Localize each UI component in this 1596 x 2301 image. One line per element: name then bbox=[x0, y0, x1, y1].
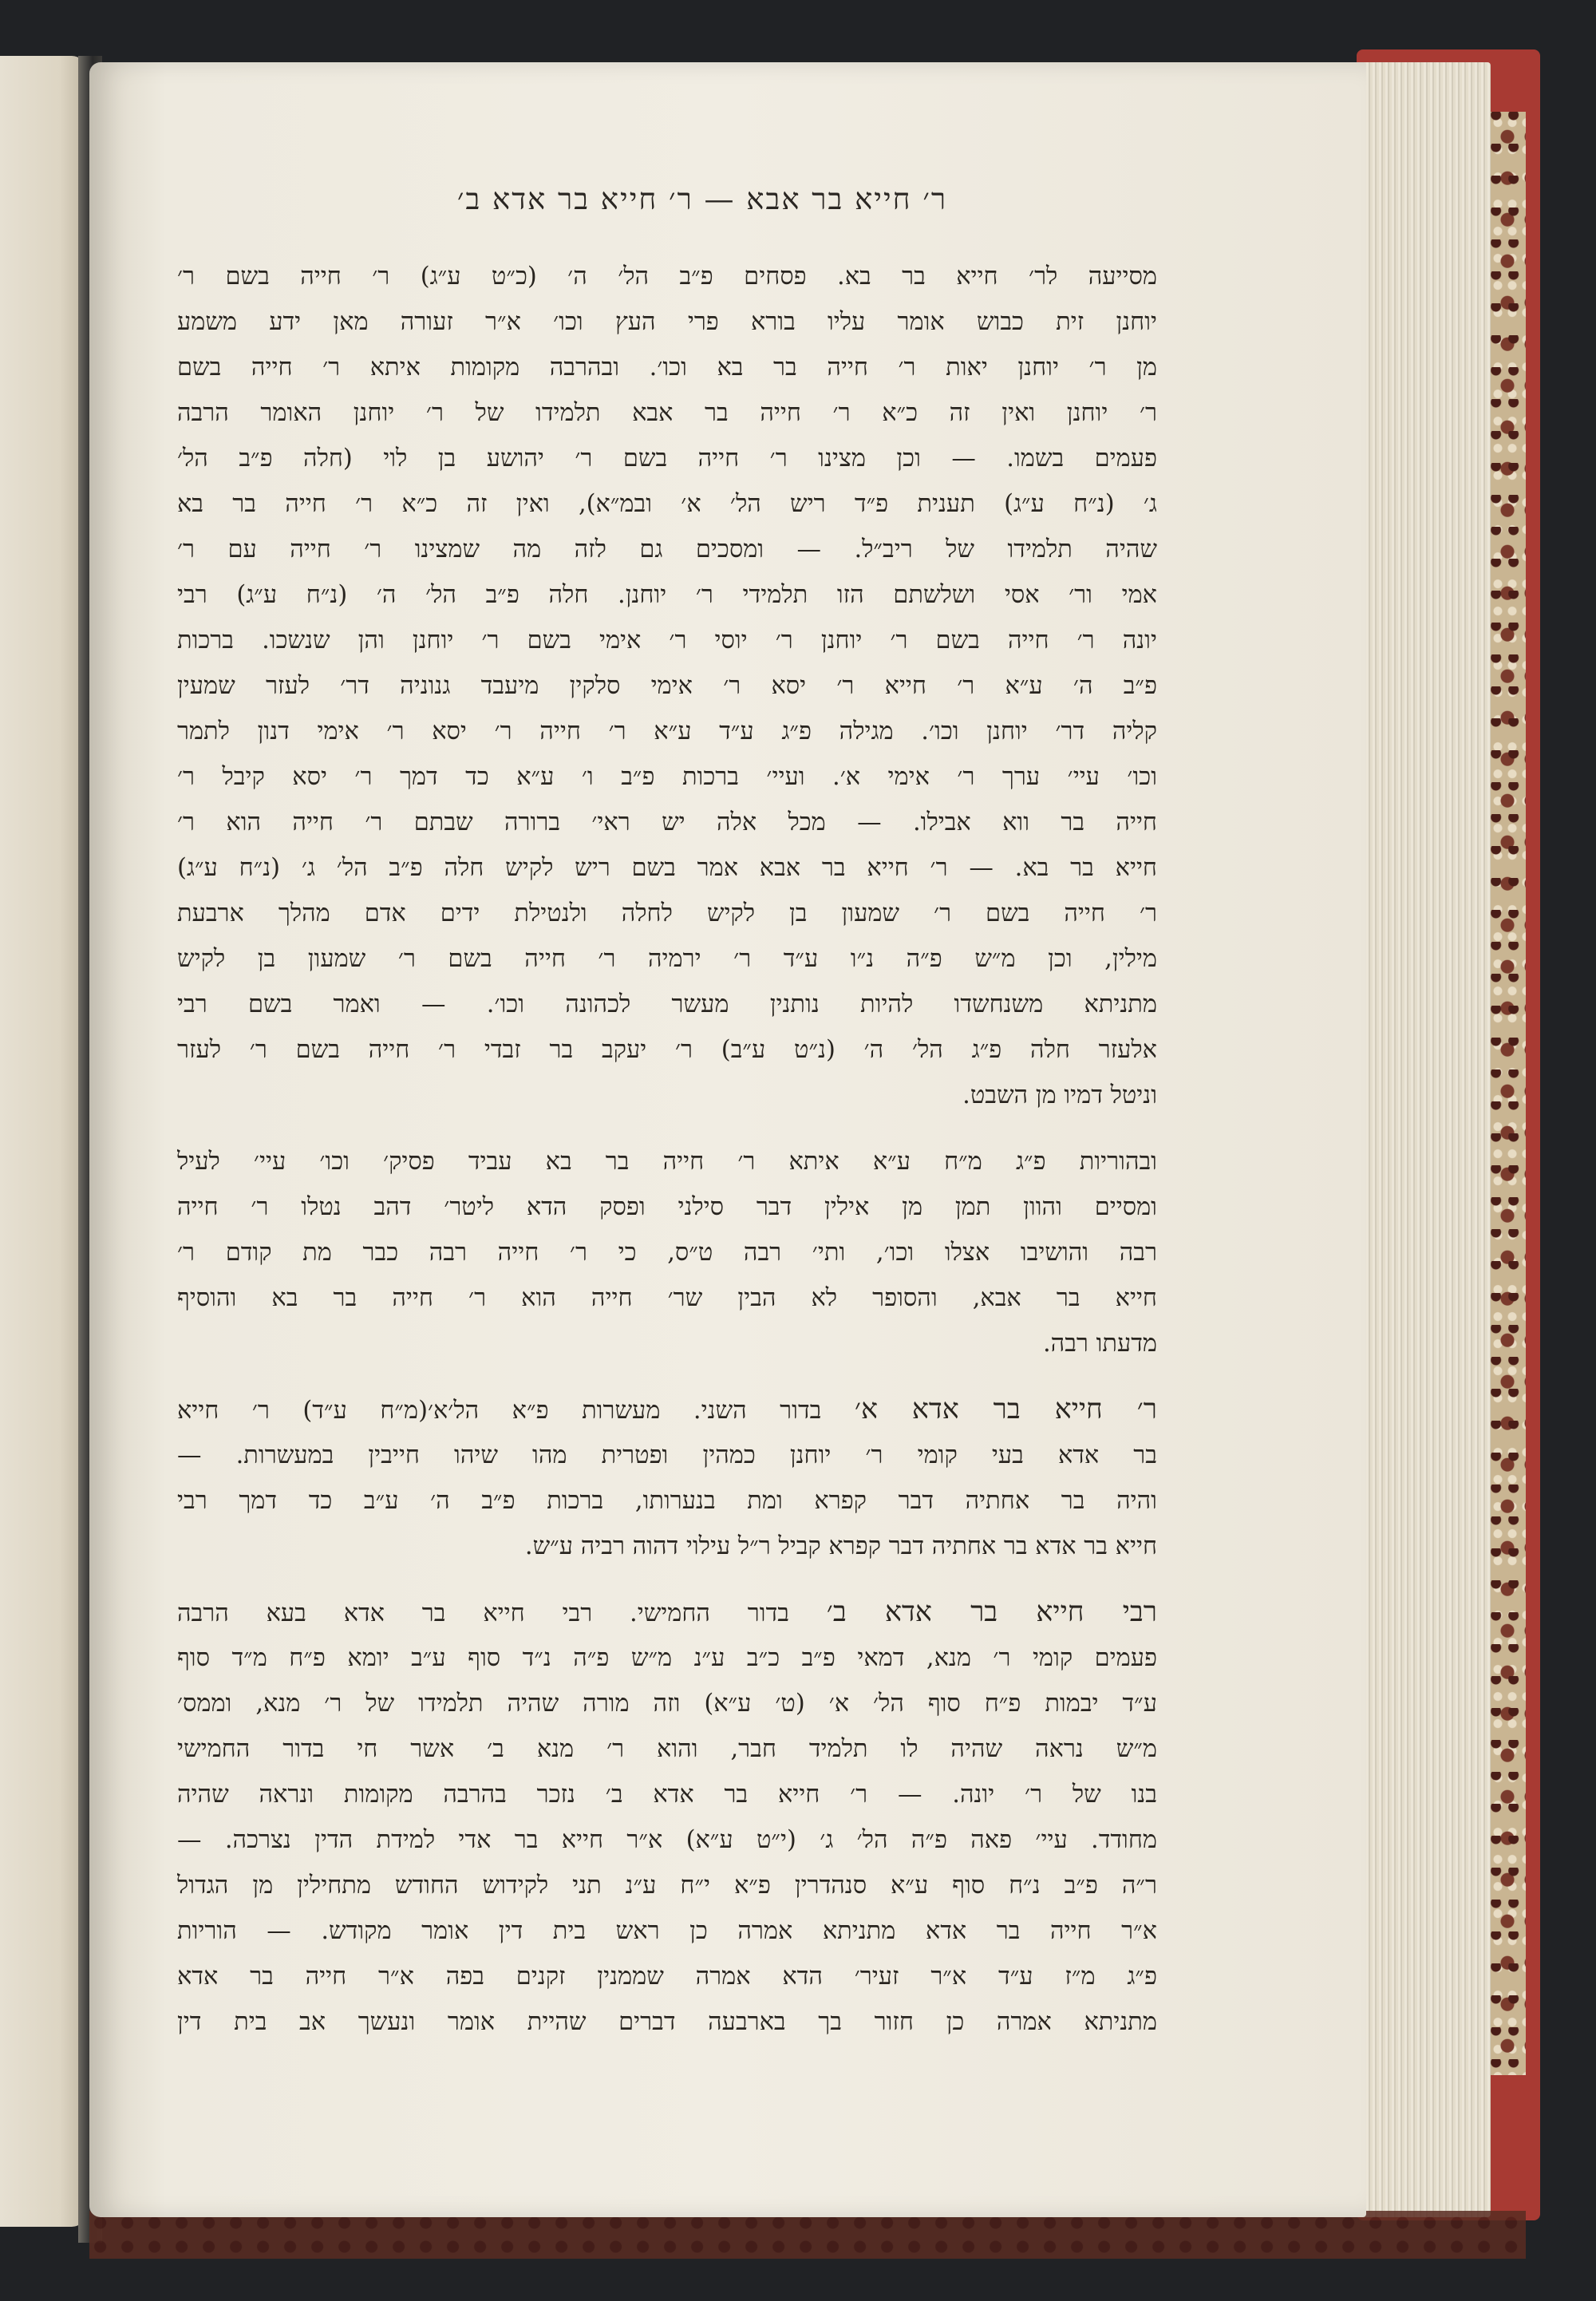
text-line: קליה דר׳ יוחנן וכו׳. מגילה פ״ג ע״ד ע״א ר׳ חייה ר׳ יסא ר׳ אימי דנון לתמר bbox=[177, 718, 1157, 745]
text-line: חייא בר בא. — ר׳ חייא בר אבא אמר בשם ריש לקיש חלה פ״ב הל׳ ג׳ (נ״ח ע״ג) bbox=[177, 854, 1157, 882]
text-line: פעמים קומי ר׳ מנא, דמאי פ״ב כ״ב ע״נ מ״ש פ״ה נ״ד סוף ע״ב יומא פ״ח מ״ד סוף bbox=[177, 1644, 1157, 1672]
text-line: מדעתו רבה. bbox=[1042, 1330, 1157, 1358]
text-line: חייא בר אבא, והסופר לא הבין שר׳ חייה הוא ר׳ חייה בר בא והוסיף bbox=[177, 1284, 1157, 1312]
paragraph-3 bbox=[177, 1387, 1157, 1569]
text-line: והיה בר אחתיה דבר קפרא ומת בנערותו, ברכות פ״ב ה׳ ע״ב כד דמך רבי bbox=[177, 1487, 1157, 1515]
text-line bbox=[177, 1387, 1157, 1433]
text-line: מתניתא אמרה כן חזור בך בארבעה דברים שהיית אומר ונעשך אב בית דין bbox=[177, 2008, 1157, 2036]
text-line: א״ר חייה בר אדא מתניתא אמרה כן ראש בית דין אומר מקודש. — הוריות bbox=[177, 1917, 1157, 1945]
running-head: ר׳ חייא בר אבא — ר׳ חייא בר אדא ב׳ bbox=[456, 182, 948, 216]
paragraph-2 bbox=[177, 1139, 1157, 1366]
text-line: יונה ר׳ חייה בשם ר׳ יוחנן ר׳ יוסי ר׳ אימי בשם ר׳ יוחנן והן שנשכו. ברכות bbox=[177, 627, 1157, 654]
text-line: ג׳ (נ״ח ע״ג) תענית פ״ד ריש הל׳ א׳ ובמ״א), ואין זה כ״א ר׳ חייה בר בא bbox=[177, 490, 1157, 518]
marbled-bottom-edge bbox=[89, 2211, 1526, 2259]
text-line: מ״ש נראה שהיה לו תלמיד חבר, והוא ר׳ מנא ב׳ אשר חי בדור החמישי bbox=[177, 1735, 1157, 1763]
text-line: וכו׳ עיי׳ ערך ר׳ אימי א׳. ועיי׳ ברכות פ״ב ו׳ ע״א כד דמך ר׳ יסא קיבל ר׳ bbox=[177, 763, 1157, 791]
entry-heading: ר׳ חייא בר אדא א׳ bbox=[854, 1394, 1157, 1425]
text-line: פעמים בשמו. — וכן מצינו ר׳ חייה בשם ר׳ יהושע בן לוי (חלה פ״ב הל׳ bbox=[177, 445, 1157, 472]
text-line: אמי ור׳ אסי ושלשתם הזו תלמידי ר׳ יוחנן. חלה פ״ב הל׳ ה׳ (נ״ח ע״ג) רבי bbox=[177, 581, 1157, 609]
text-line: בנו של ר׳ יונה. — ר׳ חייא בר אדא ב׳ נזכר בהרבה מקומות ונראה שהיה bbox=[177, 1781, 1157, 1809]
text-line: חייא בר אדא בר אחתיה דבר קפרא קביל ר״ל עילוי דהוה רביה ע״ש. bbox=[524, 1532, 1157, 1560]
text-line: רבה והושיבו אצלו וכו׳, ותי׳ רבה ט״ס, כי ר׳ חייה רבה כבר מת קודם ר׳ bbox=[177, 1239, 1157, 1267]
text-run: בדור החמישי. רבי חייא בר אדא בעא הרבה bbox=[177, 1599, 827, 1627]
facing-page-edge bbox=[0, 56, 86, 2227]
text-line: מן ר׳ יוחנן יאות ר׳ חייה בר בא וכו׳. ובהרבה מקומות איתא ר׳ חייה בשם bbox=[177, 354, 1157, 382]
text-line: ר׳ יוחנן ואין זה כ״א ר׳ חייה בר אבא תלמידו של ר׳ יוחנן האומר הרבה bbox=[177, 399, 1157, 427]
paragraph-1 bbox=[177, 254, 1157, 1118]
text-line: ובהוריות פ״ג מ״ח ע״א איתא ר׳ חייה בר בא עביד פסיק׳ וכו׳ עיי׳ לעיל bbox=[177, 1148, 1157, 1176]
text-line bbox=[177, 1590, 1157, 1635]
text-line: חייה בר ווא אבילו. — מכל אלה יש ראי׳ ברורה שבתם ר׳ חייה הוא ר׳ bbox=[177, 809, 1157, 836]
text-line: מחודד. עיי׳ פאה פ״ה הל׳ ג׳ (י״ט ע״א) א״ר חייא בר אדי למידת הדין נצרכה. — bbox=[177, 1826, 1157, 1854]
text-run: בדור השני. מעשרות פ״א הל׳א׳(מ״ח ע״ד) ר׳ חייא bbox=[177, 1397, 855, 1425]
page-body-text bbox=[177, 254, 1157, 2045]
text-line: מילין, וכן מ״ש פ״ה נ״ו ע״ד ר׳ ירמיה ר׳ חייה בשם ר׳ שמעון בן לקיש bbox=[177, 945, 1157, 973]
entry-heading: רבי חייא בר אדא ב׳ bbox=[826, 1596, 1157, 1628]
text-line: בר אדא בעי קומי ר׳ יוחנן כמהין ופטרית מהו שיהו חייבין במעשרות. — bbox=[177, 1441, 1157, 1469]
text-line: פ״ב ה׳ ע״א ר׳ חייא ר׳ יסא ר׳ אימי סלקין מיעבד גנוניה דר׳ לעזר שמעין bbox=[177, 672, 1157, 700]
text-line: אלעזר חלה פ״ג הל׳ ה׳ (נ״ט ע״ב) ר׳ יעקב בר זבדי ר׳ חייה בשם ר׳ לעזר bbox=[177, 1036, 1157, 1064]
text-line: שהיה תלמידו של ריב״ל. — ומסכים גם לזה מה שמצינו ר׳ חייה עם ר׳ bbox=[177, 536, 1157, 563]
text-line: יוחנן זית כבוש אומר עליו בורא פרי העץ וכו׳ א״ר זעורה מאן ידע משמע bbox=[177, 308, 1157, 336]
text-line: פ״ג מ״ז ע״ד א״ר זעיר׳ הדא אמרה שממנין זקנים בפה א״ר חייה בר אדא bbox=[177, 1963, 1157, 1991]
text-line: ע״ד יבמות פ״ח סוף הל׳ א׳ (ט׳ ע״א) וזה מורה שהיה תלמידו של ר׳ מנא, וממס׳ bbox=[177, 1690, 1157, 1718]
marbled-fore-edge bbox=[1491, 112, 1526, 2075]
text-line: מסייעה לר׳ חייא בר בא. פסחים פ״ב הל׳ ה׳ (כ״ט ע״ג) ר׳ חייה בשם ר׳ bbox=[177, 263, 1157, 291]
text-line: מתניתא משנחשדו להיות נותנין מעשר לכהונה וכו׳. — ואמר בשם רבי bbox=[177, 990, 1157, 1018]
text-line: ר״ה פ״ב נ״ח סוף ע״א סנהדרין פ״א י״ח ע״נ תני לקידוש החודש מתחילין מן הגדול bbox=[177, 1872, 1157, 1900]
text-line: ומסיים והוון תמן מן אילין דבר סילני ופסק הדא ליטר׳ דהב נטלו ר׳ חייה bbox=[177, 1193, 1157, 1221]
text-line: ר׳ חייה בשם ר׳ שמעון בן לקיש לחלה ולנטילת ידים אדם מהלך ארבעת bbox=[177, 899, 1157, 927]
text-line: וניטל דמיו מן השבט. bbox=[962, 1081, 1157, 1109]
paragraph-4 bbox=[177, 1590, 1157, 2045]
